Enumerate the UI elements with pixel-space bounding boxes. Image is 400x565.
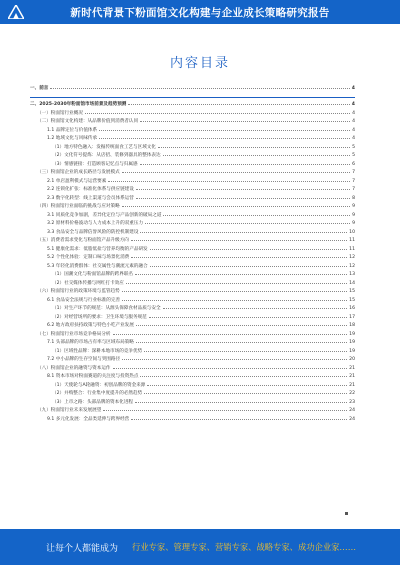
toc-entry[interactable] [30, 107, 355, 116]
toc-entry[interactable] [30, 311, 355, 320]
toc-page-number: 21 [349, 365, 355, 371]
toc-entry-title: 6.1 食品安全法规与行业标准的完善 [47, 297, 121, 303]
header-bar [0, 0, 400, 24]
toc-leader-dots [122, 300, 347, 301]
toc-leader-dots [122, 291, 347, 292]
toc-leader-dots [128, 104, 349, 105]
toc-leader-dots [140, 164, 350, 165]
toc-page-number: 23 [349, 399, 355, 405]
toc-entry[interactable] [30, 277, 355, 286]
toc-leader-dots [85, 113, 350, 114]
toc-entry-title: （3）上市之路：头部品牌的资本化进程 [52, 399, 134, 405]
footer-slogan-right: 行业专家、管理专家、营销专家、战略专家、成功企业家…… [132, 542, 357, 552]
toc-page-number: 4 [352, 119, 355, 124]
toc-entry[interactable] [30, 379, 355, 388]
toc-page-number: 10 [349, 229, 355, 235]
toc-entry-title: 5.1 健康化需求：低脂低盐与营养均衡的产品研发 [47, 246, 148, 252]
toc-page-number: 5 [352, 144, 355, 150]
toc-page-number: 12 [349, 263, 355, 269]
toc-entry-title: 9.1 多元化发展：全品类延伸与跨界经营 [47, 416, 130, 422]
toc-leader-dots [126, 283, 347, 284]
toc-entry[interactable] [30, 243, 355, 252]
toc-entry-title: 1.1 品牌定位与价值体系 [47, 127, 98, 133]
toc-entry-title: 8.1 资本市场对粉面赛道的关注度与投资热点 [47, 374, 139, 379]
toc-entry[interactable] [30, 303, 355, 312]
toc-leader-dots [50, 88, 349, 89]
toc-leader-dots [122, 206, 350, 207]
toc-entry-title: 3.2 原材料价格波动与人力成本上升的双重压力 [47, 221, 144, 226]
toc-leader-dots [122, 172, 350, 173]
toc-entry[interactable] [30, 116, 355, 125]
toc-entry-title: （1）区域性品牌：深耕本地市场的竞争优势 [52, 348, 143, 354]
toc-page-number: 18 [349, 323, 355, 328]
toc-entry[interactable] [30, 337, 355, 346]
toc-entry[interactable] [30, 354, 355, 363]
toc-entry-title: 7.1 头部品牌的市场占有率与区域布局策略 [47, 340, 134, 345]
toc-page-number: 4 [352, 127, 355, 133]
toc-page-number: 20 [349, 357, 355, 362]
toc-entry[interactable] [30, 158, 355, 167]
toc-entry-title: （四）粉面馆行业面临的挑战与应对策略 [37, 204, 120, 209]
toc-page-number: 19 [349, 340, 355, 345]
toc-entry-title: 二、2025-2030年粉面馆市场前景及趋势预测 [30, 102, 127, 107]
toc-entry[interactable] [30, 209, 355, 218]
toc-entry[interactable] [30, 320, 355, 329]
toc-entry[interactable] [30, 396, 355, 405]
toc-page-number: 4 [352, 110, 355, 116]
toc-leader-dots [150, 266, 347, 267]
toc-page-number: 7 [352, 178, 355, 184]
toc-divider [30, 91, 355, 98]
toc-entry-title: （1）天使轮与A轮融资：初创品牌的资金来源 [52, 382, 146, 388]
toc-leader-dots [131, 257, 347, 258]
toc-entry[interactable] [30, 99, 355, 108]
toc-entry-title: （二）粉面馆文化构建：从品牌价值到消费者认同 [37, 119, 139, 124]
toc-entry[interactable] [30, 328, 355, 337]
toc-page-number: 21 [349, 382, 355, 388]
toc-page-number: 16 [349, 306, 355, 311]
toc-page-number: 22 [349, 391, 355, 396]
toc-leader-dots [135, 274, 347, 275]
toc-page-number: 4 [351, 85, 355, 91]
toc-entry[interactable] [30, 167, 355, 176]
toc-leader-dots [158, 147, 350, 148]
toc-entry-title: （七）粉面馆行业市场竞争格局分析 [37, 331, 111, 337]
toc-entry-title: （2）文化符号提炼：从店招、装修到器具的整体表达 [52, 153, 161, 158]
toc-page-number: 7 [352, 170, 355, 175]
toc-leader-dots [140, 232, 347, 233]
toc-entry[interactable] [30, 405, 355, 414]
toc-page-number: 19 [349, 348, 355, 354]
toc-entry[interactable] [30, 150, 355, 159]
toc-entry[interactable] [30, 388, 355, 397]
toc-entry[interactable] [30, 413, 355, 422]
toc-entry-title: （1）国潮文化与粉面馆品牌的跨界联名 [52, 272, 134, 277]
toc-page-number: 4 [351, 102, 355, 107]
toc-page-number: 19 [349, 331, 355, 337]
toc-entry[interactable] [30, 235, 355, 244]
toc-leader-dots [144, 393, 347, 394]
toc-entry-title: （1）对生产环节的规范：从源头保障食材品质与安全 [52, 306, 161, 311]
toc-entry-title: 7.2 中小品牌的生存空间与突围路径 [47, 357, 121, 362]
toc-leader-dots [140, 121, 350, 122]
toc-entry-title: 5.2 个性化体验：定制口味与场景化消费 [47, 255, 130, 260]
toc-leader-dots [145, 223, 350, 224]
header-title: 新时代背景下粉面馆文化构建与企业成长策略研究报告 [70, 7, 330, 19]
toc-entry[interactable] [30, 362, 355, 371]
toc-page-number: 17 [349, 314, 355, 320]
toc-entry-title: （2）对经营场所的要求：卫生环境与服务规范 [52, 314, 147, 320]
toc-leader-dots [103, 410, 347, 411]
footer-slogan-left: 让每个人都能成为 [46, 544, 119, 554]
toc-leader-dots [144, 351, 347, 352]
toc-page-number: 14 [349, 280, 355, 286]
toc-entry[interactable] [30, 201, 355, 210]
toc-page-number: 24 [349, 416, 355, 422]
toc-leader-dots [131, 419, 347, 420]
toc-entry[interactable] [30, 260, 355, 269]
toc-entry-title: 2.3 数字化转型：线上渠道与会员体系运营 [47, 195, 134, 201]
toc-entry-title: 1.2 地域文化与风味传承 [47, 136, 98, 141]
toc-entry-title: 3.1 同质化竞争加剧，差异化定位与产品创新的破局之道 [47, 212, 162, 218]
toc-entry[interactable] [30, 252, 355, 261]
toc-page-number: 15 [349, 289, 355, 294]
toc-entry[interactable] [30, 269, 355, 278]
toc-page-number: 5 [352, 153, 355, 158]
toc-entry[interactable] [30, 82, 355, 91]
toc-entry-title: 2.1 单店盈利模式与运营要素 [47, 178, 107, 184]
footer-bar [0, 529, 400, 565]
toc-page-number: 6 [352, 161, 355, 167]
toc-leader-dots [131, 240, 347, 241]
toc-page-number: 9 [352, 212, 355, 218]
toc-entry[interactable] [30, 175, 355, 184]
toc-entry-title: 6.2 地方政府扶持政策与特色小吃产业发展 [47, 323, 134, 328]
toc-leader-dots [136, 189, 350, 190]
toc-leader-dots [163, 308, 348, 309]
toc-entry-title: 5.3 年轻化消费群体：社交属性与潮流元素的融合 [47, 263, 148, 269]
toc-page-number: 7 [352, 187, 355, 192]
toc-page-number: 8 [352, 195, 355, 201]
toc-entry-title: （3）情感链接：打造顾客记忆点与归属感 [52, 161, 138, 167]
toc-leader-dots [136, 198, 350, 199]
toc-entry[interactable] [30, 294, 355, 303]
toc-entry-title: （2）社交媒体传播与网红打卡效应 [52, 280, 124, 286]
toc-leader-dots [99, 130, 350, 131]
toc-leader-dots [149, 317, 347, 318]
toc-entry[interactable] [30, 226, 355, 235]
toc-leader-dots [150, 249, 347, 250]
toc-leader-dots [135, 402, 347, 403]
toc-leader-dots [122, 359, 347, 360]
toc-page-number: 24 [349, 408, 355, 413]
toc-entry-title: （八）粉面馆企业的融资与资本运作 [37, 365, 111, 371]
toc-entry-title: 一、前言 [30, 85, 49, 91]
toc-entry[interactable] [30, 133, 355, 142]
toc-entry-title: 2.2 连锁化扩张：标准化体系与供应链建设 [47, 187, 134, 192]
toc-page-number: 12 [349, 255, 355, 260]
toc-entry[interactable] [30, 141, 355, 150]
toc-page-number: 9 [352, 221, 355, 226]
toc-entry-title: （五）消费者需求变化与粉面馆产品升级方向 [37, 238, 129, 243]
toc-entry-title: （六）粉面馆行业的政策环境与监管趋势 [37, 289, 120, 294]
toc-page-number: 13 [349, 272, 355, 277]
table-of-contents [30, 82, 355, 422]
toc-entry[interactable] [30, 345, 355, 354]
toc-page-number: 11 [349, 238, 355, 243]
toc-entry[interactable] [30, 286, 355, 295]
toc-page-number: 15 [349, 297, 355, 303]
toc-page-number: 4 [352, 136, 355, 141]
toc-leader-dots [99, 138, 350, 139]
toc-leader-dots [140, 376, 347, 377]
toc-leader-dots [136, 325, 347, 326]
toc-leader-dots [113, 368, 348, 369]
toc-leader-dots [147, 385, 347, 386]
toc-entry[interactable] [30, 371, 355, 380]
toc-entry[interactable] [30, 184, 355, 193]
toc-entry[interactable] [30, 192, 355, 201]
toc-page-number: 11 [349, 246, 355, 252]
toc-entry-title: （2）并购整合：行业集中度提升的必然趋势 [52, 391, 143, 396]
toc-title: 内容目录 [169, 56, 230, 71]
toc-entry-title: （九）粉面馆行业未来发展展望 [37, 408, 102, 413]
toc-entry-title: （三）粉面馆企业的成长路径与发展模式 [37, 170, 120, 175]
toc-page-number: 21 [349, 374, 355, 379]
page-marker [345, 512, 348, 515]
toc-entry-title: 3.3 食品安全与品牌信誉风险的防控机制建设 [47, 229, 139, 235]
toc-leader-dots [136, 342, 347, 343]
toc-entry[interactable] [30, 124, 355, 133]
toc-page-number: 9 [352, 204, 355, 209]
toc-leader-dots [163, 155, 350, 156]
toc-leader-dots [113, 334, 348, 335]
toc-entry-title: （1）地方特色融入：发掘传统面食工艺与区域文化 [52, 144, 156, 150]
toc-leader-dots [163, 215, 350, 216]
toc-leader-dots [108, 181, 350, 182]
toc-entry-title: （一）粉面馆行业概况 [37, 110, 83, 116]
toc-entry[interactable] [30, 218, 355, 227]
